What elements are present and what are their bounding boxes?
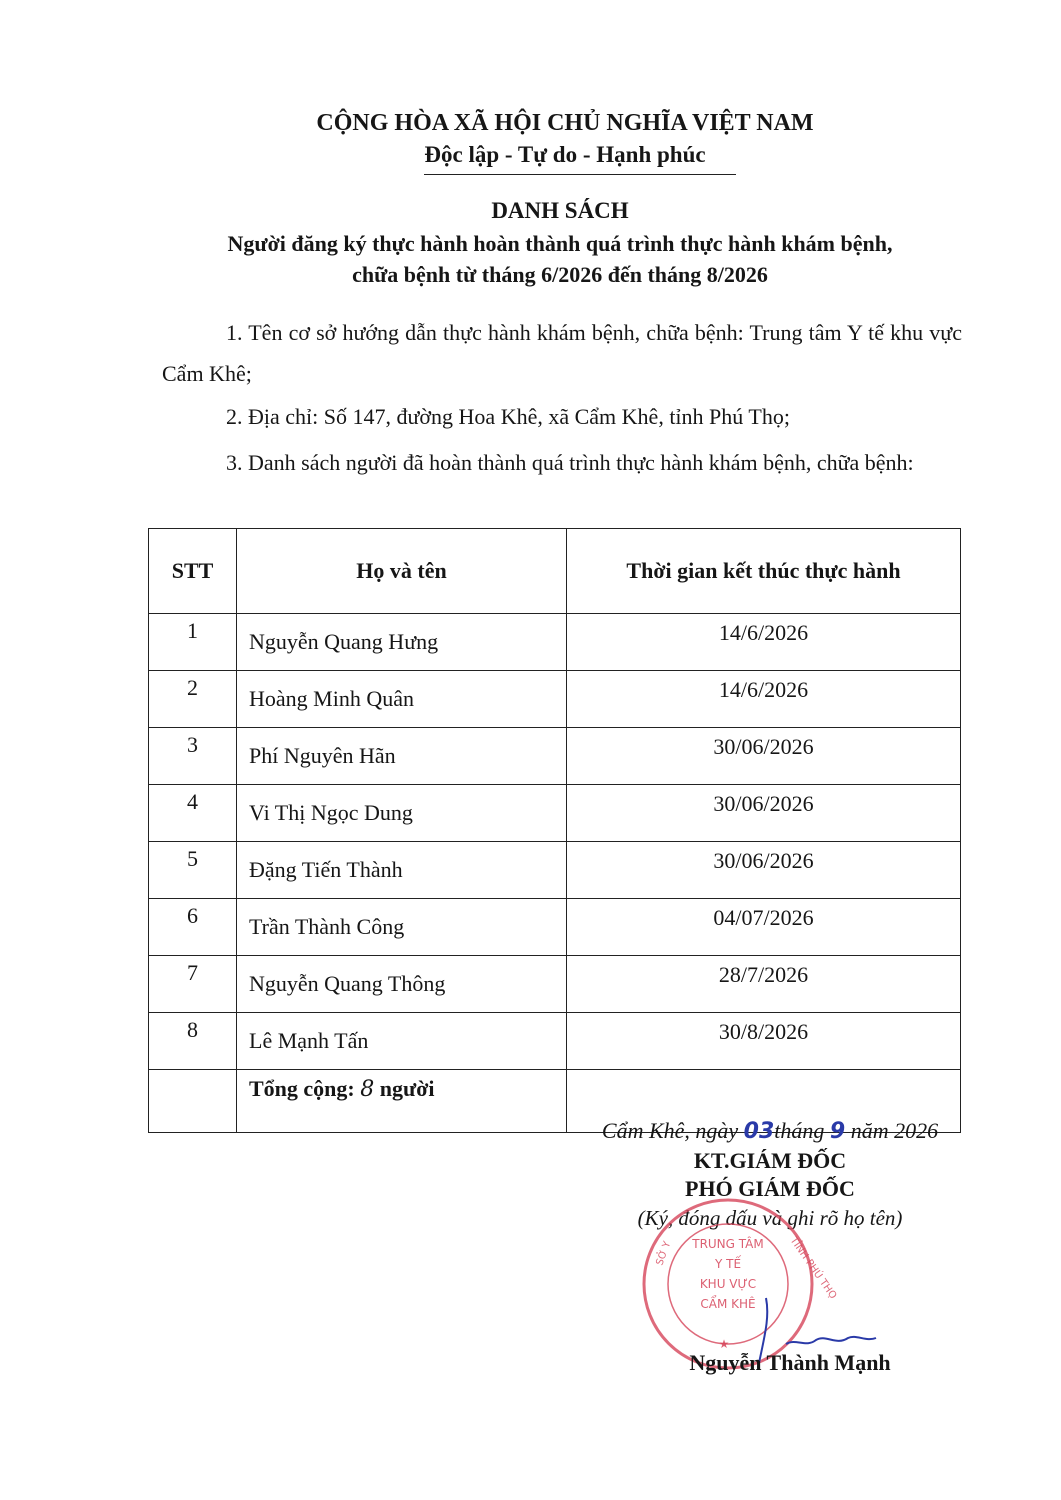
row-date: 30/06/2026 [567, 728, 961, 785]
national-motto: Độc lập - Tự do - Hạnh phúc [424, 142, 706, 167]
date-month: 9 [829, 1119, 846, 1144]
row-date: 30/06/2026 [567, 785, 961, 842]
row-date: 14/6/2026 [567, 671, 961, 728]
table-row [149, 614, 961, 671]
seal-line-3: KHU VỰC [699, 1277, 757, 1291]
row-date: 28/7/2026 [567, 956, 961, 1013]
date-prefix: Cẩm Khê, ngày [601, 1118, 739, 1143]
seal-line-1: TRUNG TÂM [692, 1237, 764, 1251]
row-name: Trần Thành Công [237, 899, 567, 956]
date-year: năm 2026 [850, 1118, 939, 1143]
header-end-date: Thời gian kết thúc thực hành [567, 529, 961, 614]
table-row [149, 1013, 961, 1070]
table-row [149, 956, 961, 1013]
row-name: Lê Mạnh Tấn [237, 1013, 567, 1070]
row-stt: 3 [149, 728, 237, 785]
signer-name: Nguyễn Thành Mạnh [689, 1350, 891, 1375]
subtitle-line-1: Người đăng ký thực hành hoàn thành quá trình thực hành khám bệnh, [227, 231, 893, 256]
motto-underline [424, 174, 736, 175]
paragraph-list-intro [162, 442, 962, 483]
date-month-word: tháng [774, 1118, 825, 1143]
table-row [149, 728, 961, 785]
table-row [149, 899, 961, 956]
seal-ring-left: SỞ Y [654, 1239, 674, 1268]
paragraph-facility [162, 312, 962, 394]
table-row [149, 785, 961, 842]
total-count: 8 [360, 1077, 375, 1102]
row-date: 30/06/2026 [567, 842, 961, 899]
row-stt: 6 [149, 899, 237, 956]
row-stt: 2 [149, 671, 237, 728]
signature-note: (Ký, đóng dấu và ghi rõ họ tên) [637, 1206, 903, 1230]
row-name: Nguyễn Quang Hưng [237, 614, 567, 671]
row-stt: 7 [149, 956, 237, 1013]
row-name: Hoàng Minh Quân [237, 671, 567, 728]
seal-line-4: CẨM KHÊ [700, 1297, 756, 1311]
header-stt: STT [149, 529, 237, 614]
subtitle-line-2: chữa bệnh từ tháng 6/2026 đến tháng 8/2026 [352, 262, 768, 287]
document-subtitle [130, 228, 990, 290]
total-label: Tổng cộng: [249, 1076, 355, 1101]
signer-position: PHÓ GIÁM ĐỐC [685, 1176, 855, 1201]
trainee-table [148, 528, 961, 1133]
paragraph-list-intro-text: 3. Danh sách người đã hoàn thành quá trình thực hành khám bệnh, chữa bệnh: [226, 450, 914, 475]
row-stt: 4 [149, 785, 237, 842]
total-empty-cell [149, 1070, 237, 1133]
seal-ring-right: TỈNH PHÚ THỌ [787, 1235, 839, 1302]
row-stt: 8 [149, 1013, 237, 1070]
total-unit: người [379, 1076, 435, 1101]
seal-line-2: Y TẾ [714, 1257, 742, 1271]
row-name: Vi Thị Ngọc Dung [237, 785, 567, 842]
signature-stroke-2 [786, 1337, 876, 1344]
table-row [149, 842, 961, 899]
document-title: DANH SÁCH [491, 198, 629, 223]
header-name: Họ và tên [237, 529, 567, 614]
paragraph-address-text: 2. Địa chỉ: Số 147, đường Hoa Khê, xã Cẩm Khê, tỉnh Phú Thọ; [226, 404, 790, 429]
signer-authority: KT.GIÁM ĐỐC [693, 1148, 847, 1173]
date-day: 03 [743, 1119, 775, 1144]
total-cell [237, 1070, 567, 1133]
row-date: 14/6/2026 [567, 614, 961, 671]
row-date: 30/8/2026 [567, 1013, 961, 1070]
seal-star-icon: ★ [718, 1337, 730, 1351]
paragraph-facility-text: 1. Tên cơ sở hướng dẫn thực hành khám bệnh, chữa bệnh: Trung tâm Y tế khu vực Cẩm Khê; [162, 320, 962, 386]
row-stt: 1 [149, 614, 237, 671]
row-stt: 5 [149, 842, 237, 899]
row-name: Nguyễn Quang Thông [237, 956, 567, 1013]
signing-date [560, 1118, 980, 1144]
table-row [149, 671, 961, 728]
table-header-row [149, 529, 961, 614]
national-title: CỘNG HÒA XÃ HỘI CHỦ NGHĨA VIỆT NAM [316, 110, 814, 136]
paragraph-address [162, 396, 962, 437]
row-name: Phí Nguyên Hãn [237, 728, 567, 785]
row-date: 04/07/2026 [567, 899, 961, 956]
row-name: Đặng Tiến Thành [237, 842, 567, 899]
